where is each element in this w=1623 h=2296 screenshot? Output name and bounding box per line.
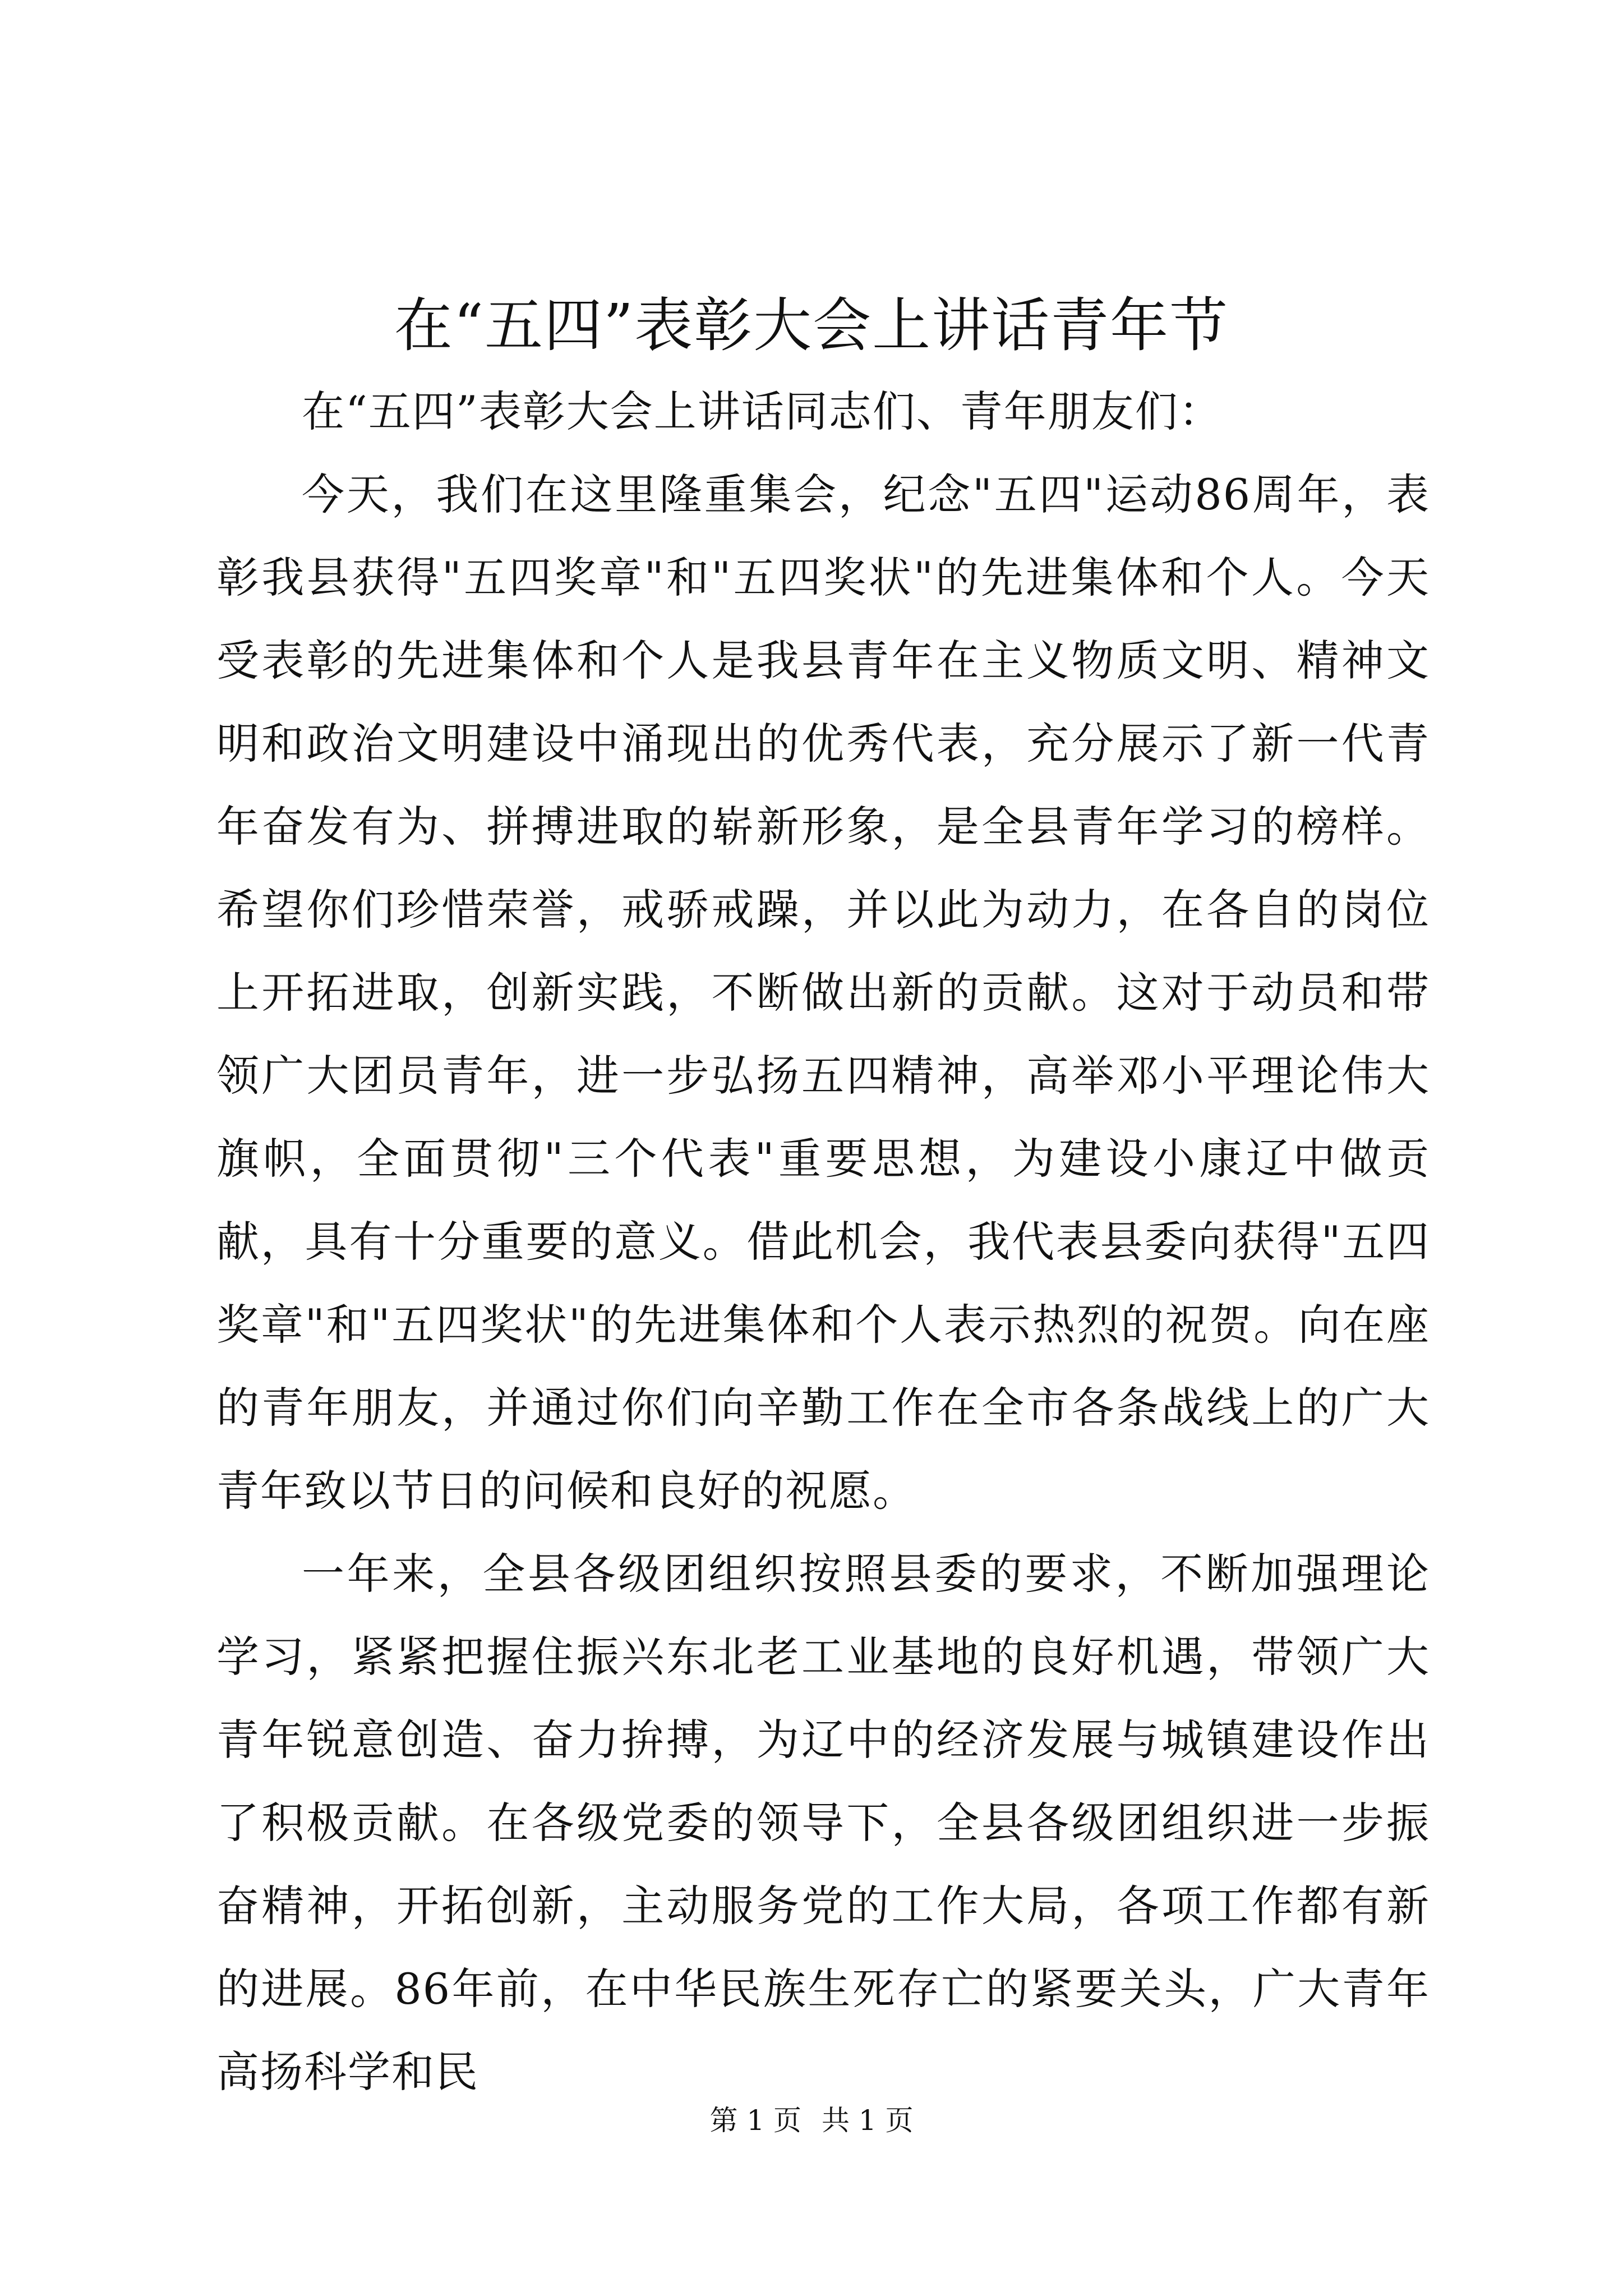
paragraph-greeting: 在“五四”表彰大会上讲话同志们、青年朋友们： [302,386,1223,436]
page-total: 共 1 页 [821,2104,914,2137]
paragraph-commendation: 今天，我们在这里隆重集会，纪念"五四"运动86周年，表彰我县获得"五四奖章"和"五四奖状"的先进集体和个人。今天受表彰的先进集体和个人是我县青年在主义物质文明、精神文明和政治文明建设中涌现出的优秀代表，充分展示了新一代青年奋发有为、拼搏进取的崭新形象，是全县青年学习的榜样。希望你们珍惜荣誉，戒骄戒躁，并以此为动力，在各自的岗位上开拓进取，创新实践，不断做出新的贡献。这对于动员和带领广大团员青年，进一步弘扬五四精神，高举邓小平理论伟大旗帜，全面贯彻"三个代表"重要思想，为建设小康辽中做贡献，具有十分重要的意义。借此机会，我代表县委向获得"五四奖章"和"五四奖状"的先进集体和个人表示热烈的祝贺。向在座的青年朋友，并通过你们向辛勤工作在全市各条战线上的广大青年致以节日的问候和良好的祝愿。 [216,470,1430,1516]
document-body [216,370,1430,2114]
page-footer [0,2101,1623,2140]
paragraph-year-review: 一年来，全县各级团组织按照县委的要求，不断加强理论学习，紧紧把握住振兴东北老工业基地的良好机遇，带领广大青年锐意创造、奋力拚搏，为辽中的经济发展与城镇建设作出了积极贡献。在各级党委的领导下，全县各级团组织进一步振奋精神，开拓创新，主动服务党的工作大局，各项工作都有新的进展。86年前，在中华民族生死存亡的紧要关头，广大青年高扬科学和民 [216,1549,1430,2097]
page-number: 第 1 页 [709,2104,802,2137]
document-title: 在“五四”表彰大会上讲话青年节 [394,291,1229,360]
